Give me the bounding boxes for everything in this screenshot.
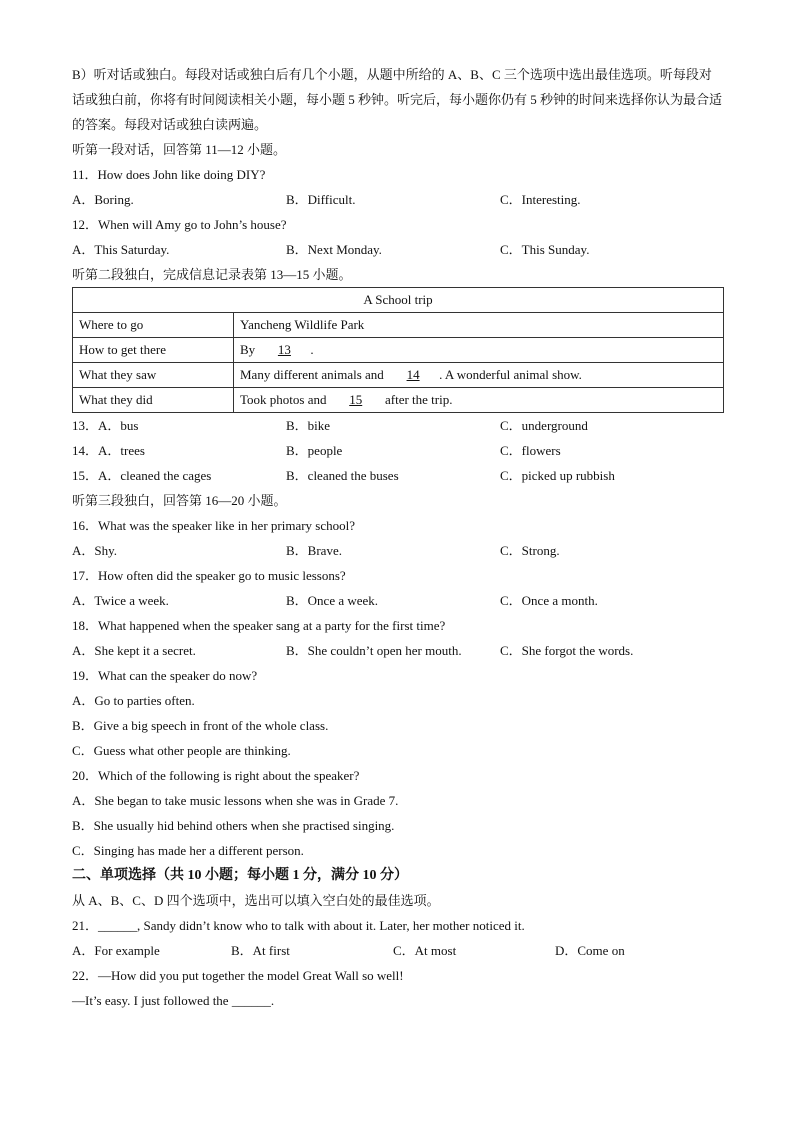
section-2-instruction: 从 A、B、C、D 四个选项中，选出可以填入空白处的最佳选项。 — [72, 893, 440, 908]
exam-page — [72, 62, 724, 1013]
blank-13[interactable]: 13 — [277, 342, 291, 357]
q15-options — [72, 463, 724, 488]
q11-options — [72, 187, 724, 212]
row-value: Took photos and 15 after the trip. — [234, 388, 724, 413]
q20-option-c: C．Singing has made her a different person. — [72, 843, 304, 858]
row-label: How to get there — [73, 338, 234, 363]
q18-option-a: A．She kept it a secret. — [72, 643, 196, 658]
q20-option-b: B．She usually hid behind others when she practised singing. — [72, 818, 395, 833]
row-label: Where to go — [73, 313, 234, 338]
q19-stem: 19．What can the speaker do now? — [72, 668, 258, 683]
q16-stem: 16．What was the speaker like in her primary school? — [72, 518, 356, 533]
q21-option-d: D．Come on — [555, 943, 625, 958]
q14-option-a: 14．A．trees — [72, 443, 145, 458]
q12-options — [72, 237, 724, 262]
table-row — [73, 388, 724, 413]
q18-stem: 18．What happened when the speaker sang at a party for the first time? — [72, 618, 446, 633]
row-value: By 13 . — [234, 338, 724, 363]
q19-option-c: C．Guess what other people are thinking. — [72, 743, 291, 758]
q18-option-b: B．She couldn’t open her mouth. — [286, 643, 462, 658]
q17-stem: 17．How often did the speaker go to music lessons? — [72, 568, 346, 583]
q22-reply: —It’s easy. I just followed the ______. — [72, 993, 275, 1008]
q15-option-c: C．picked up rubbish — [500, 468, 615, 483]
row-label: What they saw — [73, 363, 234, 388]
part2-instruction: 听第二段独白，完成信息记录表第 13—15 小题。 — [72, 267, 352, 282]
q12-option-b: B．Next Monday. — [286, 242, 382, 257]
q13-option-a: 13．A．bus — [72, 418, 139, 433]
q14-options — [72, 438, 724, 463]
q19-option-a: A．Go to parties often. — [72, 693, 195, 708]
q13-option-c: C．underground — [500, 418, 588, 433]
q17-option-a: A．Twice a week. — [72, 593, 169, 608]
part3-instruction: 听第三段独白，回答第 16—20 小题。 — [72, 493, 287, 508]
table-row — [73, 338, 724, 363]
row-value: Many different animals and 14 . A wonderful animal show. — [234, 363, 724, 388]
table-title: A School trip — [73, 288, 724, 313]
q20-option-a: A．She began to take music lessons when she was in Grade 7. — [72, 793, 399, 808]
q21-option-a: A．For example — [72, 943, 160, 958]
row-value: Yancheng Wildlife Park — [234, 313, 724, 338]
q20-stem: 20．Which of the following is right about the speaker? — [72, 768, 360, 783]
q16-option-c: C．Strong. — [500, 543, 560, 558]
table-row — [73, 363, 724, 388]
q16-options — [72, 538, 724, 563]
q17-options — [72, 588, 724, 613]
q15-option-b: B．cleaned the buses — [286, 468, 399, 483]
table-row — [73, 313, 724, 338]
q16-option-b: B．Brave. — [286, 543, 342, 558]
q22-stem: 22．—How did you put together the model Great Wall so well! — [72, 968, 404, 983]
q18-option-c: C．She forgot the words. — [500, 643, 634, 658]
section-b-intro: B）听对话或独白。每段对话或独白后有几个小题，从题中所给的 A、B、C 三个选项中选出最佳选项。听每段对话或独白前，你将有时间阅读相关小题，每小题 5 秒钟。听完后，每小题你仍有 5 秒钟的时间来选择你认为最合适的答案。每段对话或独白读两遍。 — [72, 67, 723, 132]
q13-option-b: B．bike — [286, 418, 331, 433]
q11-option-a: A．Boring. — [72, 192, 134, 207]
blank-14[interactable]: 14 — [406, 367, 420, 382]
q16-option-a: A．Shy. — [72, 543, 118, 558]
blank-15[interactable]: 15 — [349, 392, 363, 407]
q17-option-b: B．Once a week. — [286, 593, 379, 608]
q14-option-b: B．people — [286, 443, 343, 458]
q19-option-b: B．Give a big speech in front of the whole class. — [72, 718, 329, 733]
q14-option-c: C．flowers — [500, 443, 561, 458]
q15-option-a: 15．A．cleaned the cages — [72, 468, 212, 483]
q21-options — [72, 938, 724, 963]
q11-option-b: B．Difficult. — [286, 192, 356, 207]
q11-option-c: C．Interesting. — [500, 192, 581, 207]
q21-option-c: C．At most — [393, 943, 457, 958]
q13-options — [72, 413, 724, 438]
q12-option-a: A．This Saturday. — [72, 242, 170, 257]
row-label: What they did — [73, 388, 234, 413]
q21-stem: 21．______, Sandy didn’t know who to talk with about it. Later, her mother noticed it. — [72, 918, 525, 933]
q21-option-b: B．At first — [231, 943, 290, 958]
part1-instruction: 听第一段对话，回答第 11—12 小题。 — [72, 142, 287, 157]
school-trip-table — [72, 287, 724, 413]
q18-options — [72, 638, 724, 663]
q12-stem: 12．When will Amy go to John’s house? — [72, 217, 287, 232]
q12-option-c: C．This Sunday. — [500, 242, 590, 257]
section-2-heading: 二、单项选择（共 10 小题；每小题 1 分，满分 10 分） — [72, 868, 408, 883]
q11-stem: 11．How does John like doing DIY? — [72, 167, 266, 182]
q17-option-c: C．Once a month. — [500, 593, 598, 608]
